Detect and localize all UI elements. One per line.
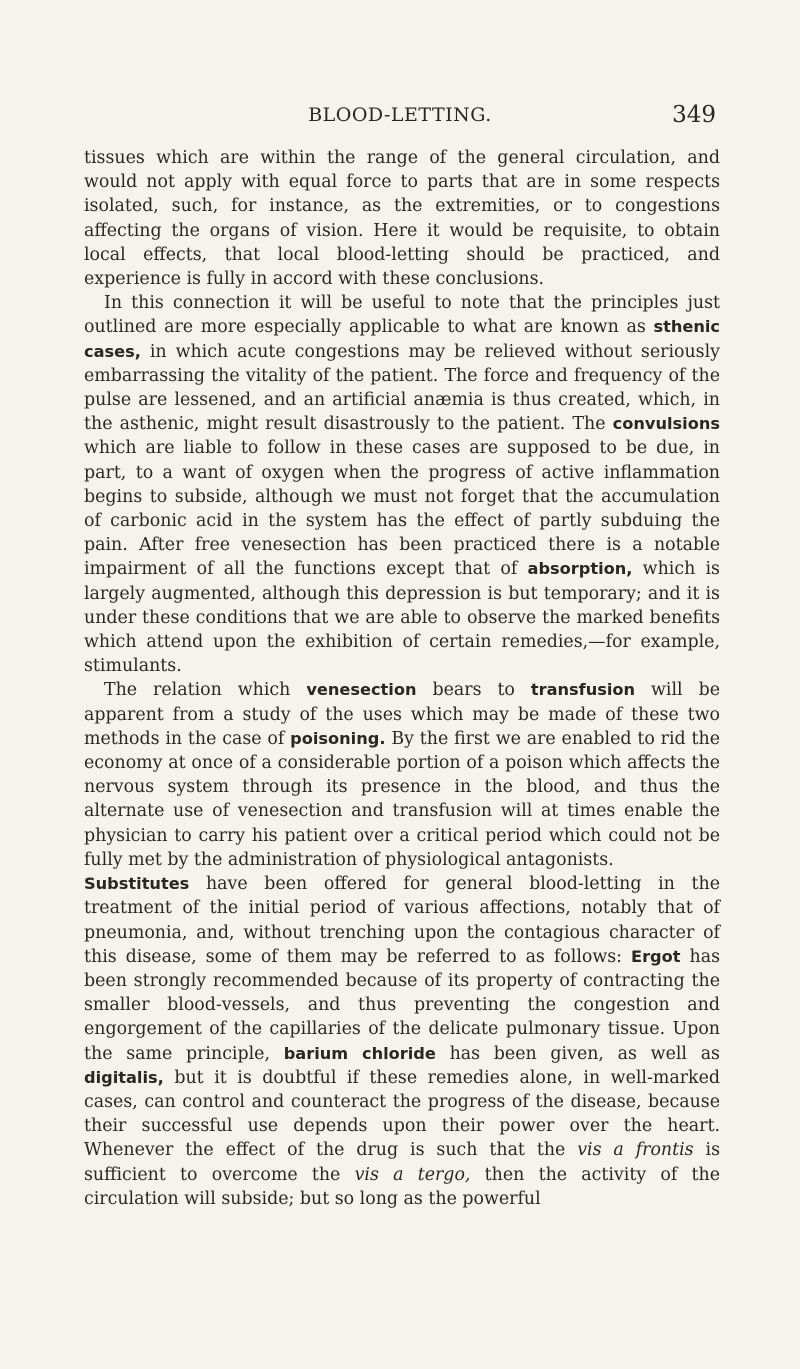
paragraph-1 bbox=[84, 146, 720, 291]
body-text bbox=[84, 146, 720, 1211]
keyword-convulsions: convulsions bbox=[612, 414, 720, 434]
italic-vis-a-frontis: vis a frontis bbox=[577, 1140, 694, 1161]
text-run: will be apparent from a study of the uses which may be made of these two methods in the case of bbox=[84, 680, 720, 749]
paragraph-2 bbox=[84, 291, 720, 678]
text-run: has been strongly recommended because of its property of contracting the smaller blood-vessels, and thus preventing the congestion and engorgement of the capillaries of the delicate pulmonary tissue. Upon the same principle, bbox=[84, 946, 720, 1064]
keyword-sthenic-cases: sthenic cases, bbox=[84, 317, 720, 361]
text-run: has been given, as well as bbox=[435, 1043, 720, 1064]
text-run: which is largely augmented, although this depression is but temporary; and it is under these conditions that we are able to observe the marked benefits which attend upon the exhibition of certain remedies,—for example, stimulants. bbox=[84, 559, 720, 677]
text-run: is sufficient to overcome the bbox=[84, 1140, 720, 1185]
text-run: which are liable to follow in these cases are supposed to be due, in part, to a want of oxygen when the progress of active inflammation begins to subside, although we must not forget that the accumulation of carbonic acid in the system has the effect of partly subduing the pain. After free venesection has been practiced there is a notable impairment of all the functions except that of bbox=[84, 438, 720, 580]
keyword-absorption: absorption, bbox=[527, 559, 633, 579]
page-header bbox=[0, 104, 800, 138]
text-run: bears to bbox=[416, 680, 531, 701]
keyword-poisoning: poisoning. bbox=[290, 728, 386, 748]
text-run: have been offered for general blood-letting in the treatment of the initial period of various affections, notably that of pneumonia, and, without trenching upon the contagious character of this disease, some of them may be referred to as follows: bbox=[84, 874, 720, 967]
running-head: BLOOD-LETTING. bbox=[308, 104, 492, 126]
keyword-venesection: venesection bbox=[306, 680, 417, 700]
keyword-digitalis: digitalis, bbox=[84, 1067, 164, 1087]
keyword-substitutes: Substitutes bbox=[84, 874, 190, 894]
text-run: then the activity of the circulation will subside; but so long as the powerful bbox=[84, 1164, 721, 1209]
page-number: 349 bbox=[672, 102, 716, 128]
text-run: in which acute congestions may be relieved without seriously embarrassing the vitality of the patient. The force and frequency of the pulse are lessened, and an artificial anæmia is thus created, which, in the asthenic, might result disastrously to the patient. The bbox=[84, 341, 720, 435]
text-run: The relation which bbox=[104, 680, 307, 701]
keyword-ergot: Ergot bbox=[631, 946, 681, 966]
text-run: By the first we are enabled to rid the economy at once of a considerable portion of a poison which affects the nervous system through its presence in the blood, and thus the alternate use of venesection and transfusion will at times enable the physician to carry his patient over a critical period which could not be fully met by the administration of physiological antagonists. bbox=[84, 728, 720, 870]
keyword-transfusion: transfusion bbox=[530, 680, 636, 700]
italic-vis-a-tergo: vis a tergo, bbox=[354, 1164, 471, 1185]
paragraph-4 bbox=[84, 872, 720, 1211]
paragraph-3 bbox=[84, 678, 720, 872]
text-run: but it is doubtful if these remedies alone, in well-marked cases, can control and counteract the progress of the disease, because their successful use depends upon their power over the heart. Whenever the effect of the drug is such that the bbox=[84, 1067, 720, 1161]
text-run: In this connection it will be useful to note that the principles just outlined are more especially applicable to what are known as bbox=[84, 293, 720, 338]
keyword-barium-chloride: barium chloride bbox=[283, 1043, 436, 1063]
text-run: tissues which are within the range of the general circulation, and would not apply with equal force to parts that are in some respects isolated, such, for instance, as the extremities, or to congestions affecting the organs of vision. Here it would be requisite, to obtain local effects, that local blood-letting should be practiced, and experience is fully in accord with these conclusions. bbox=[84, 148, 720, 290]
